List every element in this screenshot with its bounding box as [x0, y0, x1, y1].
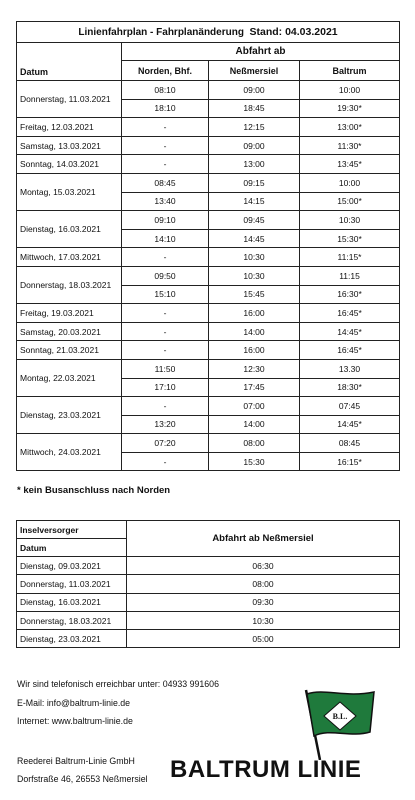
column-header-nessmersiel: Neßmersiel	[209, 61, 300, 81]
supply-date: Donnerstag, 18.03.2021	[17, 611, 127, 629]
row-date: Sonntag, 21.03.2021	[17, 341, 122, 360]
time-norden: 17:10	[122, 378, 209, 397]
time-norden: -	[122, 341, 209, 360]
time-baltrum: 16:15*	[300, 452, 400, 471]
table-row	[17, 611, 400, 629]
time-nessmersiel: 10:30	[209, 266, 300, 285]
time-norden: 13:20	[122, 415, 209, 434]
time-baltrum: 10:00	[300, 173, 400, 192]
table-row	[17, 630, 400, 648]
time-nessmersiel: 14:00	[209, 415, 300, 434]
row-date: Dienstag, 23.03.2021	[17, 397, 122, 434]
table-row	[17, 81, 400, 100]
time-nessmersiel: 14:00	[209, 322, 300, 341]
company-address: Dorfstraße 46, 26553 Neßmersiel	[17, 774, 148, 784]
schedule-body	[17, 81, 400, 471]
table-row	[17, 211, 400, 230]
table-row	[17, 575, 400, 593]
time-nessmersiel: 09:45	[209, 211, 300, 230]
time-norden: -	[122, 248, 209, 267]
time-baltrum: 11:30*	[300, 136, 400, 155]
schedule-title	[17, 22, 400, 43]
time-norden: -	[122, 304, 209, 323]
contact-phone: Wir sind telefonisch erreichbar unter: 04933 991606	[17, 679, 219, 689]
time-baltrum: 16:30*	[300, 285, 400, 304]
table-row	[17, 248, 400, 267]
supply-time: 06:30	[127, 557, 400, 575]
time-nessmersiel: 17:45	[209, 378, 300, 397]
row-date: Samstag, 20.03.2021	[17, 322, 122, 341]
time-norden: 11:50	[122, 359, 209, 378]
time-nessmersiel: 15:45	[209, 285, 300, 304]
time-baltrum: 14:45*	[300, 322, 400, 341]
time-baltrum: 13:45*	[300, 155, 400, 174]
time-baltrum: 08:45	[300, 434, 400, 453]
time-baltrum: 11:15	[300, 266, 400, 285]
time-nessmersiel: 12:15	[209, 118, 300, 137]
time-norden: -	[122, 452, 209, 471]
time-nessmersiel: 18:45	[209, 99, 300, 118]
time-norden: 09:50	[122, 266, 209, 285]
time-nessmersiel: 09:00	[209, 81, 300, 100]
time-baltrum: 13.30	[300, 359, 400, 378]
row-date: Montag, 22.03.2021	[17, 359, 122, 396]
time-norden: 18:10	[122, 99, 209, 118]
table-row	[17, 434, 400, 453]
supply-time: 05:00	[127, 630, 400, 648]
supply-body	[17, 557, 400, 648]
flag-text: B.L.	[332, 712, 348, 721]
time-norden: -	[122, 155, 209, 174]
company-name: Reederei Baltrum-Linie GmbH	[17, 756, 135, 766]
supply-date: Dienstag, 09.03.2021	[17, 557, 127, 575]
time-nessmersiel: 12:30	[209, 359, 300, 378]
time-norden: 14:10	[122, 229, 209, 248]
time-baltrum: 07:45	[300, 397, 400, 416]
supply-time: 10:30	[127, 611, 400, 629]
flag-logo-icon	[300, 688, 380, 760]
time-baltrum: 10:30	[300, 211, 400, 230]
row-date: Donnerstag, 11.03.2021	[17, 81, 122, 118]
time-baltrum: 15:00*	[300, 192, 400, 211]
column-header-datum: Datum	[17, 43, 122, 81]
time-baltrum: 13:00*	[300, 118, 400, 137]
time-norden: 08:45	[122, 173, 209, 192]
time-norden: -	[122, 118, 209, 137]
table-row	[17, 304, 400, 323]
time-norden: 13:40	[122, 192, 209, 211]
time-baltrum: 15:30*	[300, 229, 400, 248]
row-date: Sonntag, 14.03.2021	[17, 155, 122, 174]
abfahrt-ab-header: Abfahrt ab	[122, 43, 400, 61]
time-norden: 08:10	[122, 81, 209, 100]
time-norden: 07:20	[122, 434, 209, 453]
supply-table	[16, 520, 400, 648]
time-nessmersiel: 09:15	[209, 173, 300, 192]
row-date: Montag, 15.03.2021	[17, 173, 122, 210]
supply-abfahrt-header: Abfahrt ab Neßmersiel	[127, 521, 400, 557]
table-row	[17, 557, 400, 575]
time-norden: -	[122, 397, 209, 416]
brand-wordmark: BALTRUM LINIE	[170, 756, 362, 783]
time-baltrum: 19:30*	[300, 99, 400, 118]
table-row	[17, 266, 400, 285]
column-header-baltrum: Baltrum	[300, 61, 400, 81]
column-header-norden: Norden, Bhf.	[122, 61, 209, 81]
row-date: Samstag, 13.03.2021	[17, 136, 122, 155]
row-date: Freitag, 12.03.2021	[17, 118, 122, 137]
supply-datum-header: Datum	[17, 539, 127, 557]
time-nessmersiel: 07:00	[209, 397, 300, 416]
title-text: Linienfahrplan - Fahrplanänderung	[78, 27, 244, 38]
time-baltrum: 16:45*	[300, 341, 400, 360]
supply-date: Dienstag, 23.03.2021	[17, 630, 127, 648]
time-norden: -	[122, 136, 209, 155]
time-norden: -	[122, 322, 209, 341]
supply-date: Donnerstag, 11.03.2021	[17, 575, 127, 593]
time-baltrum: 11:15*	[300, 248, 400, 267]
time-nessmersiel: 13:00	[209, 155, 300, 174]
row-date: Mittwoch, 17.03.2021	[17, 248, 122, 267]
contact-email: E-Mail: info@baltrum-linie.de	[17, 698, 131, 708]
table-row	[17, 173, 400, 192]
table-row	[17, 155, 400, 174]
time-baltrum: 16:45*	[300, 304, 400, 323]
table-row	[17, 118, 400, 137]
time-nessmersiel: 14:15	[209, 192, 300, 211]
table-row	[17, 341, 400, 360]
time-nessmersiel: 15:30	[209, 452, 300, 471]
supply-time: 09:30	[127, 593, 400, 611]
table-row	[17, 322, 400, 341]
time-baltrum: 18:30*	[300, 378, 400, 397]
time-nessmersiel: 16:00	[209, 341, 300, 360]
supply-time: 08:00	[127, 575, 400, 593]
contact-internet: Internet: www.baltrum-linie.de	[17, 716, 133, 726]
time-baltrum: 14:45*	[300, 415, 400, 434]
time-nessmersiel: 09:00	[209, 136, 300, 155]
time-norden: 15:10	[122, 285, 209, 304]
supply-label: Inselversorger	[17, 521, 127, 539]
time-baltrum: 10:00	[300, 81, 400, 100]
supply-date: Dienstag, 16.03.2021	[17, 593, 127, 611]
table-row	[17, 397, 400, 416]
row-date: Mittwoch, 24.03.2021	[17, 434, 122, 471]
time-nessmersiel: 16:00	[209, 304, 300, 323]
time-nessmersiel: 14:45	[209, 229, 300, 248]
footnote: * kein Busanschluss nach Norden	[17, 485, 171, 496]
row-date: Freitag, 19.03.2021	[17, 304, 122, 323]
stand-date: Stand: 04.03.2021	[249, 26, 338, 38]
row-date: Dienstag, 16.03.2021	[17, 211, 122, 248]
table-row	[17, 593, 400, 611]
row-date: Donnerstag, 18.03.2021	[17, 266, 122, 303]
schedule-table	[16, 21, 400, 471]
time-nessmersiel: 08:00	[209, 434, 300, 453]
table-row	[17, 136, 400, 155]
time-norden: 09:10	[122, 211, 209, 230]
table-row	[17, 359, 400, 378]
time-nessmersiel: 10:30	[209, 248, 300, 267]
